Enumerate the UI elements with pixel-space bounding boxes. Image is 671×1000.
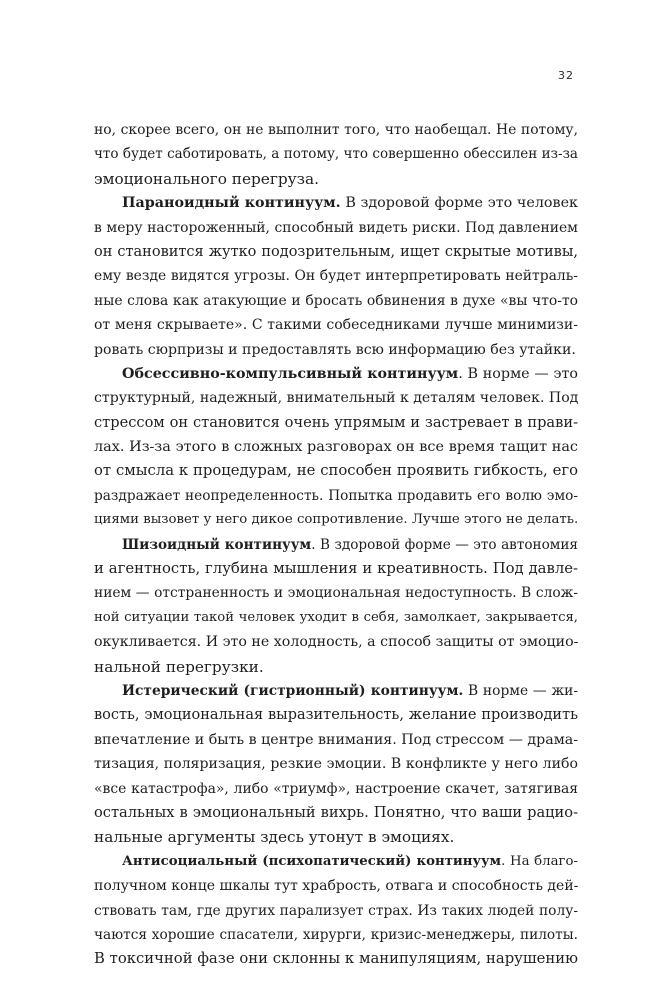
text-line [94, 508, 578, 532]
text-segment: нальные аргументы здесь утонут в эмоциях. [94, 828, 455, 847]
text-segment: В здоровой форме это человек [340, 195, 578, 212]
text-line [94, 850, 578, 874]
text-line [94, 899, 578, 923]
text-segment: что будет саботировать, а потому, что совершенно обессилен из-за [94, 146, 578, 163]
text-body [94, 118, 578, 972]
text-segment: нальной перегрузки. [94, 657, 264, 676]
text-line [94, 484, 578, 508]
text-line [94, 118, 578, 142]
text-line [94, 289, 578, 313]
text-line [94, 825, 578, 849]
text-line [94, 630, 578, 654]
text-line [94, 606, 578, 630]
text-segment: лах. Из-за этого в сложных разговорах он все время тащит нас [94, 439, 578, 456]
text-line [94, 655, 578, 679]
bold-term: Обсессивно-компульсивный континуум [122, 365, 459, 382]
text-line [94, 167, 578, 191]
text-segment: ровать сюрпризы и предоставлять всю информацию без утайки. [94, 341, 576, 358]
text-line [94, 533, 578, 557]
text-line [94, 752, 578, 776]
text-segment: впечатление и быть в центре внимания. Под стрессом — драма- [94, 731, 578, 748]
text-segment: раздражает неопределенность. Попытка продавить его волю эмо- [94, 487, 578, 504]
bold-term: Параноидный континуум. [122, 195, 341, 212]
text-segment: остальных в эмоциональный вихрь. Понятно, что ваши рацио- [94, 803, 578, 821]
text-line [94, 728, 578, 752]
text-line [94, 947, 578, 971]
text-segment: стрессом он становится очень упрямым и застревает в прави- [94, 413, 578, 431]
text-segment: от смысла к процедурам, не способен проявить гибкость, его [94, 462, 578, 480]
text-segment: структурный, надежный, внимательный к деталям человек. Под [94, 390, 579, 407]
text-line [94, 191, 578, 215]
text-line [94, 264, 578, 288]
text-segment: ему везде видятся угрозы. Он будет интерпретировать нейтраль- [94, 268, 578, 285]
text-segment: ной ситуации такой человек уходит в себя, замолкает, закрывается, [94, 609, 578, 625]
text-line [94, 801, 578, 825]
text-segment: тизация, поляризация, резкие эмоции. В конфликте у него либо [94, 756, 578, 773]
text-segment: и агентность, глубина мышления и креативность. Под давле- [94, 560, 578, 578]
text-line [94, 240, 578, 264]
text-segment: ствовать там, где других парализует страх. Из таких людей полу- [94, 902, 578, 919]
text-line [94, 459, 578, 483]
text-line [94, 703, 578, 727]
text-segment: В норме — жи- [463, 682, 578, 699]
text-line [94, 411, 578, 435]
text-segment: . На благо- [501, 853, 578, 869]
text-line [94, 435, 578, 459]
text-line [94, 216, 578, 240]
text-segment: в меру настороженный, способный видеть риски. Под давлением [94, 219, 578, 236]
text-segment: . В здоровой форме — это автономия [311, 536, 578, 553]
bold-term: Шизоидный континуум [122, 536, 312, 553]
text-line [94, 581, 578, 605]
text-line [94, 338, 578, 362]
text-segment: «все катастрофа», либо «триумф», настроение скачет, затягивая [94, 780, 578, 797]
text-segment: нием — отстраненность и эмоциональная недоступность. В слож- [94, 585, 578, 602]
text-segment: чаются хорошие спасатели, хирурги, кризис-менеджеры, пилоты. [94, 926, 578, 943]
text-line [94, 777, 578, 801]
text-line [94, 557, 578, 581]
text-segment: циями вызовет у него дикое сопротивление. Лучше этого не делать. [94, 512, 579, 528]
text-line [94, 923, 578, 947]
text-line [94, 386, 578, 410]
bold-term: Антисоциальный (психопатический) континуум [122, 853, 502, 869]
text-line [94, 142, 578, 166]
text-line [94, 362, 578, 386]
text-segment: окукливается. И это не холодность, а способ защиты от эмоцио- [94, 634, 579, 651]
text-segment: получном конце шкалы тут храбрость, отвага и способность дей- [94, 878, 579, 895]
text-segment: . В норме — это [458, 365, 579, 382]
text-segment: он становится жутко подозрительным, ищет скрытые мотивы, [94, 243, 578, 260]
text-line [94, 313, 578, 337]
text-segment: но, скорее всего, он не выполнит того, что наобещал. Не потому, [94, 122, 578, 138]
text-segment: В токсичной фазе они склонны к манипуляциям, нарушению [94, 950, 578, 968]
text-segment: вость, эмоциональная выразительность, желание производить [94, 707, 578, 724]
text-segment: от меня скрываете». С такими собеседниками лучше минимизи- [94, 317, 578, 334]
page-number: 32 [558, 69, 574, 82]
text-line [94, 679, 578, 703]
text-line [94, 874, 578, 898]
bold-term: Истерический (гистрионный) континуум. [122, 682, 464, 699]
text-segment: ные слова как атакующие и бросать обвинения в духе «вы что-то [94, 292, 578, 309]
text-segment: эмоционального перегруза. [94, 169, 319, 188]
